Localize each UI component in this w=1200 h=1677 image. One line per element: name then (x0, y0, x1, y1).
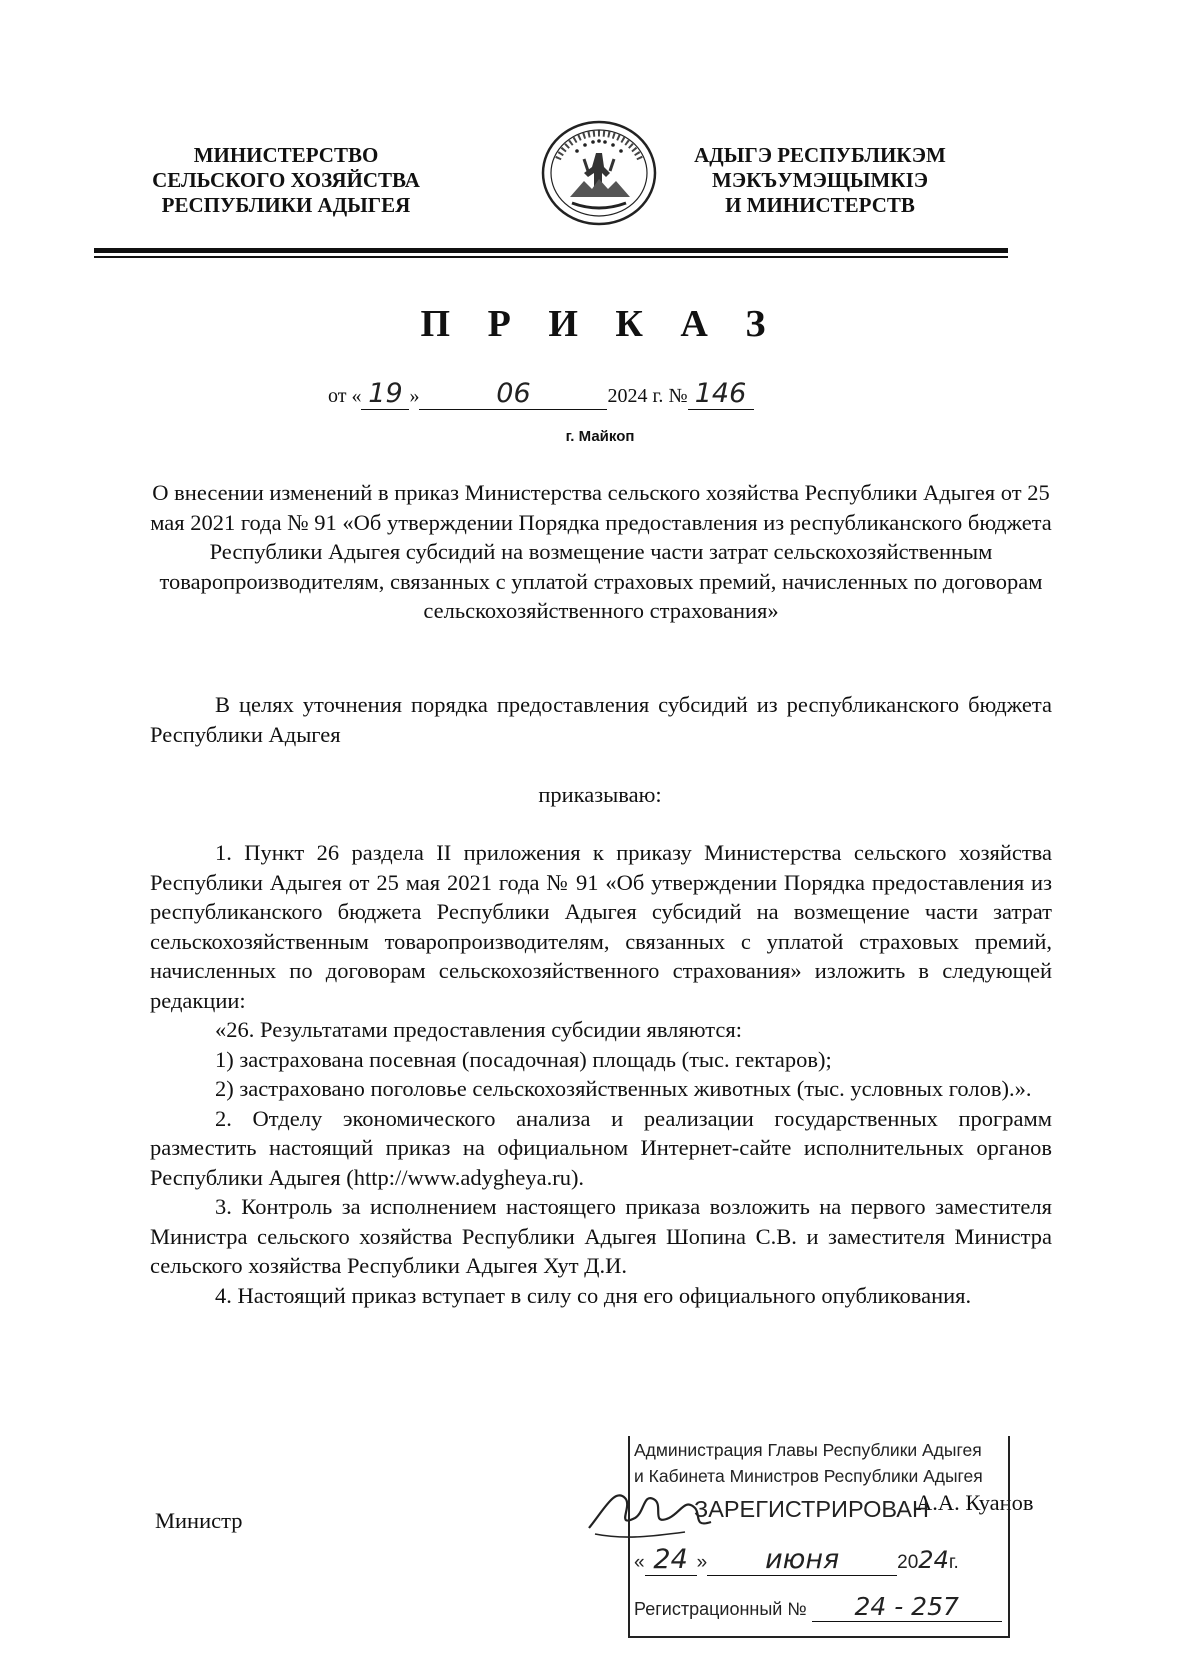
stamp-line-2: и Кабинета Министров Республики Адыгея (634, 1466, 983, 1486)
paragraph: 1. Пункт 26 раздела II приложения к приказу Министерства сельского хозяйства Республики Адыгея от 25 мая 2021 года № 91 «Об утверждении Порядка предоставления из республиканского бюджета Республики Адыгея субсидий на возмещение части затрат сельскохозяйственным товаропроизводителям, связанных с уплатой страховых премий, начисленных по договорам сельскохозяйственного страхования» изложить в следующей редакции: (150, 840, 1052, 1013)
date-day: 19 (368, 378, 403, 409)
paragraph: 2) застраховано поголовье сельскохозяйственных животных (тыс. условных голов).». (215, 1076, 1032, 1101)
paragraph: 1) застрахована посевная (посадочная) площадь (тыс. гектаров); (215, 1046, 832, 1072)
date-number-line (328, 378, 754, 410)
ministry-name-line: МЭКЪУМЭЩЫМКIЭ (712, 168, 928, 192)
stamp-line-1: Администрация Главы Республики Адыгея (634, 1440, 982, 1460)
ministry-name-line: СЕЛЬСКОГО ХОЗЯЙСТВА (152, 168, 420, 192)
document-subject: О внесении изменений в приказ Министерства сельского хозяйства Республики Адыгея от 25 мая 2021 года № 91 «Об утверждении Порядка предоставления из республиканского бюджета Республики Адыгея субсидий на возмещение части затрат сельскохозяйственным товаропроизводителям, связанных с уплатой страховых премий, начисленных по договорам сельскохозяйственного страхования» (150, 480, 1052, 623)
preamble (150, 690, 1052, 749)
stamp-day: 24 (653, 1544, 688, 1575)
stamp-year-suffix: 24 (918, 1546, 949, 1574)
header-divider-thick (94, 248, 1008, 253)
stamp-date-row (634, 1544, 959, 1576)
stamp-year-g: г. (948, 1552, 959, 1573)
stamp-registered: ЗАРЕГИСТРИРОВАН (694, 1496, 929, 1522)
document-number: 146 (694, 378, 747, 409)
stamp-reg-row (634, 1592, 1002, 1622)
paragraph: 2. Отделу экономического анализа и реализации государственных программ разместить настоящий приказ на официальном Интернет-сайте исполнительных органов Республики Адыгея (http://www.adygheya.ru). (150, 1105, 1052, 1190)
paragraph: 4. Настоящий приказ вступает в силу со дня его официального опубликования. (215, 1282, 972, 1308)
stamp-year-prefix: 20 (897, 1552, 919, 1573)
stamp-quote-open: « (634, 1552, 645, 1573)
registration-stamp (628, 1436, 1010, 1638)
signatory-position: Министр (155, 1508, 243, 1533)
ministry-name-line: МИНИСТЕРСТВО (193, 143, 379, 167)
ministry-name-line: РЕСПУБЛИКИ АДЫГЕЯ (161, 193, 411, 217)
stamp-reg-number: 24 - 257 (854, 1592, 959, 1621)
ministry-name-line: АДЫГЭ РЕСПУБЛИКЭМ (694, 143, 946, 167)
stamp-month: июня (765, 1544, 840, 1575)
date-month: 06 (496, 378, 531, 409)
date-prefix: от « (328, 385, 362, 407)
paragraph: 3. Контроль за исполнением настоящего приказа возложить на первого заместителя Министра сельского хозяйства Республики Адыгея Шопина С.В. и заместителя Министра сельского хозяйства Республики Адыгея Хут Д.И. (150, 1194, 1052, 1278)
stamp-reg-label: Регистрационный № (634, 1599, 807, 1619)
header-divider-thin (94, 256, 1008, 258)
date-year: 2024 г. (607, 385, 664, 407)
stamp-quote-close: » (696, 1552, 708, 1573)
document-body (150, 838, 1052, 1310)
city: г. Майкоп (565, 428, 635, 445)
number-label: № (668, 385, 688, 407)
signatory-name: А.А. Куанов (916, 1490, 1034, 1515)
ministry-name-line: И МИНИСТЕРСТВ (725, 193, 915, 217)
date-day-suffix: » (409, 385, 420, 407)
document-title: П Р И К А З (420, 303, 780, 345)
ministry-name-ady (690, 143, 950, 218)
preamble-text: В целях уточнения порядка предоставления субсидий из республиканского бюджета Республики Адыгея (150, 692, 1052, 747)
adygea-coat-of-arms-icon (540, 119, 658, 227)
ministry-name-ru (150, 143, 422, 218)
paragraph: «26. Результатами предоставления субсидии являются: (215, 1017, 742, 1042)
order-word: приказываю: (538, 782, 662, 807)
